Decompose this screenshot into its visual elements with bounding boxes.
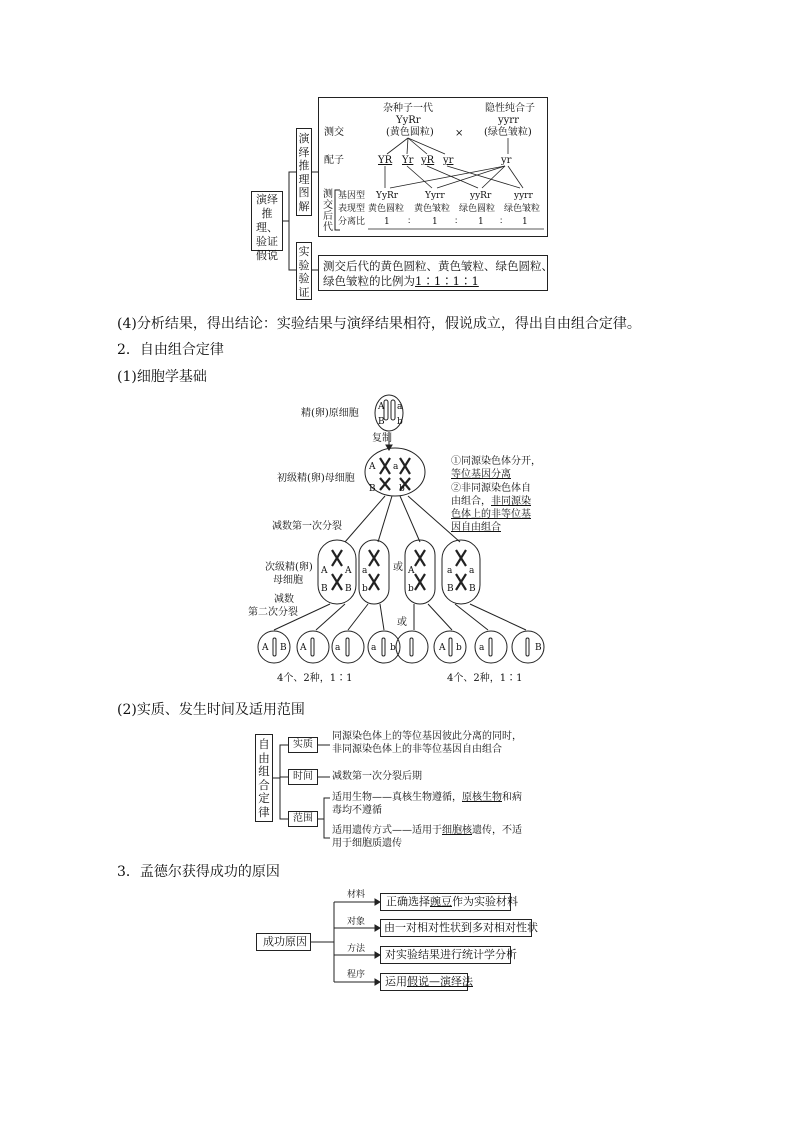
verify-text-2 — [323, 274, 479, 288]
cell-label-1: 精(卵)原细胞 — [301, 408, 359, 419]
copy-label: 复制 — [372, 433, 392, 444]
success-root-label: 成功原因 — [263, 935, 307, 948]
gene-b-g5: b — [456, 643, 462, 653]
verify-text-1: 测交后代的黄色圆粒、黄色皱粒、绿色圆粒、 — [323, 259, 553, 273]
success-text-4-a: 运用 — [385, 975, 407, 988]
law-key-3 — [288, 811, 318, 827]
offspring-4-ratio: 1 — [522, 217, 528, 227]
offspring-1-ratio: 1 — [384, 217, 390, 227]
gene-A-sec3: A — [408, 566, 415, 576]
law-range-1-a: 适用生物——真核生物遵循， — [332, 792, 462, 803]
row-testcross-label: 测交 — [324, 127, 344, 138]
parent1-phenotype: (黄色圆粒) — [386, 127, 434, 138]
gene-A-g5: A — [439, 643, 446, 653]
success-label-4: 程序 — [347, 970, 366, 980]
ratio-sep-1: ∶ — [408, 217, 411, 227]
gene-A-top: A — [378, 402, 385, 412]
gene-b-primary: b — [399, 484, 405, 494]
success-text-1-u: 豌豆 — [430, 895, 452, 908]
ratio-sep-2: ∶ — [455, 217, 458, 227]
offspring-4-phenotype: 绿色皱粒 — [504, 204, 541, 214]
offspring-2-ratio: 1 — [432, 217, 438, 227]
success-box-4 — [380, 973, 473, 991]
offspring-3-genotype: yyRr — [470, 191, 492, 201]
law-key-1-label: 实质 — [293, 739, 313, 750]
gene-b-g4: b — [390, 643, 396, 653]
gene-a-g4: a — [371, 643, 377, 653]
gene-B-sec1b: B — [345, 584, 352, 594]
meiosis-2b-label: 第二次分裂 — [248, 607, 298, 618]
deduction-root-label: 演绎推理、验证假说 — [256, 193, 278, 262]
gene-B-primary: B — [369, 484, 376, 494]
success-box-2 — [380, 919, 538, 937]
law-essence-2: 非同源染色体上的非等位基因自由组合 — [332, 744, 502, 755]
law-range-2 — [332, 825, 522, 837]
gene-a-sec4b: a — [469, 566, 475, 576]
gene-A-sec1: A — [321, 566, 328, 576]
sub-heading-1: (1)细胞学基础 — [117, 369, 207, 385]
gamete-4: yr — [443, 155, 454, 166]
offspring-label: 测交后代 — [323, 189, 333, 233]
gamete-3: yR — [421, 155, 435, 166]
offspring-3-ratio: 1 — [478, 217, 484, 227]
gene-a-g6: a — [479, 643, 485, 653]
parent2-phenotype: (绿色皱粒) — [484, 127, 532, 138]
deduction-branch-top-label: 演绎推理图解 — [298, 132, 310, 213]
row-genotype-label: 基因型 — [338, 191, 366, 201]
gene-B-sec1: B — [321, 584, 328, 594]
offspring-4-genotype: yyrr — [514, 191, 533, 201]
deduction-branch-top — [296, 128, 312, 216]
gene-b-sec3: b — [408, 584, 414, 594]
parent1-genotype: YyRr — [396, 115, 421, 126]
paragraph-4: (4)分析结果，得出结论：实验结果与演绎结果相符，假说成立，得出自由组合定律。 — [117, 316, 641, 332]
note-line-4-a: 由组合， — [451, 496, 491, 507]
gamete-2: Yr — [402, 155, 414, 166]
gene-B-sec4: B — [447, 584, 454, 594]
success-label-3: 方法 — [347, 944, 366, 954]
note-line-2: 等位基因分离 — [451, 469, 511, 480]
ratio-sep-3: ∶ — [500, 217, 503, 227]
or-label-2: 或 — [397, 617, 407, 628]
gamete-1: YR — [378, 155, 393, 166]
law-range-1 — [332, 792, 522, 804]
gene-A-primary: A — [369, 462, 376, 472]
offspring-2-genotype: Yyrr — [425, 191, 445, 201]
law-range-2-d: 用于细胞质遗传 — [332, 838, 402, 849]
note-line-6: 因自由组合 — [451, 522, 501, 533]
gene-a-top: a — [397, 402, 403, 412]
offspring-1-phenotype: 黄色圆粒 — [368, 204, 405, 214]
law-range-1-b: 原核生物 — [462, 792, 502, 803]
cross-symbol: × — [455, 128, 464, 139]
success-text-4-u: 假说—演绎法 — [407, 975, 473, 988]
success-text-3: 对实验结果进行统计学分析 — [385, 948, 517, 961]
verify-text-2-main: 绿色皱粒的比例为 — [323, 274, 415, 288]
parent2-title: 隐性纯合子 — [485, 103, 535, 114]
gene-A-g2: A — [300, 643, 307, 653]
gene-B-top: B — [378, 417, 385, 427]
gene-a-sec4: a — [447, 566, 453, 576]
law-key-2-label: 时间 — [293, 771, 313, 782]
result-right: 4个、2种，1∶1 — [447, 673, 523, 684]
gene-A-sec1b: A — [345, 566, 352, 576]
result-left: 4个、2种，1∶1 — [277, 673, 353, 684]
law-time: 减数第一次分裂后期 — [332, 771, 422, 782]
offspring-3-phenotype: 绿色圆粒 — [459, 204, 496, 214]
note-line-3: ②非同源染色体自 — [451, 483, 531, 494]
meiosis-svg — [0, 390, 794, 690]
success-box-3 — [380, 946, 517, 964]
cell-label-2: 初级精(卵)母细胞 — [277, 473, 355, 484]
meiosis-1-label: 减数第一次分裂 — [272, 521, 342, 532]
gene-a-sec2: a — [362, 566, 368, 576]
gamete-parent2: yr — [501, 155, 512, 166]
gene-a-g3: a — [335, 643, 341, 653]
parent2-genotype: yyrr — [498, 115, 519, 126]
law-range-2-c: 遗传，不适 — [472, 825, 522, 836]
gene-A-g1: A — [262, 643, 269, 653]
parent1-title: 杂种子一代 — [383, 103, 433, 114]
law-key-1 — [288, 737, 318, 753]
success-box-1 — [380, 893, 518, 911]
law-key-2 — [288, 769, 318, 785]
gene-B-g1: B — [280, 643, 287, 653]
row-gamete-label: 配子 — [324, 155, 344, 166]
gene-a-primary: a — [393, 462, 399, 472]
row-ratio-label: 分离比 — [338, 217, 366, 227]
note-line-4-b: 非同源染 — [491, 496, 531, 507]
offspring-1-genotype: YyRr — [376, 191, 399, 201]
heading-3: 3．孟德尔获得成功的原因 — [117, 864, 280, 880]
success-text-1 — [386, 896, 518, 908]
success-root-box — [256, 933, 311, 951]
law-range-1-d: 毒均不遵循 — [332, 805, 382, 816]
row-phenotype-label: 表现型 — [338, 204, 366, 214]
sub-heading-2: (2)实质、发生时间及适用范围 — [117, 702, 305, 718]
deduction-branch-bottom-label: 实验验证 — [298, 245, 310, 299]
law-key-3-label: 范围 — [293, 813, 313, 824]
success-text-2: 由一对相对性状到多对相对性状 — [384, 921, 538, 934]
law-range-2-a: 适用遗传方式——适用于 — [332, 825, 442, 836]
law-root-label: 自由组合定律 — [258, 737, 270, 819]
gene-B-sec4b: B — [469, 584, 476, 594]
success-label-1: 材料 — [347, 890, 366, 900]
note-line-5: 色体上的非等位基 — [451, 509, 531, 520]
note-line-4 — [451, 496, 531, 508]
cell-label-3a: 次级精(卵) — [265, 562, 313, 573]
or-label-1: 或 — [393, 562, 403, 573]
success-text-4 — [385, 976, 473, 988]
gene-b-sec2: b — [362, 584, 368, 594]
meiosis-2a-label: 减数 — [274, 594, 294, 605]
offspring-2-phenotype: 黄色皱粒 — [414, 204, 451, 214]
heading-2: 2．自由组合定律 — [117, 342, 224, 358]
cell-label-3b: 母细胞 — [273, 575, 303, 586]
verify-ratio: 1∶1∶1∶1 — [415, 274, 479, 288]
note-line-1: ①同源染色体分开， — [451, 456, 541, 467]
gene-b-top: b — [397, 417, 403, 427]
success-text-1-a: 正确选择 — [386, 895, 430, 908]
success-label-2: 对象 — [347, 917, 366, 927]
deduction-branch-bottom — [296, 242, 312, 300]
law-essence-1: 同源染色体上的等位基因彼此分离的同时， — [332, 731, 522, 742]
law-range-2-b: 细胞核 — [442, 825, 472, 836]
law-range-1-c: 和病 — [502, 792, 522, 803]
gene-B-g7: B — [535, 643, 542, 653]
success-text-1-b: 作为实验材料 — [452, 895, 518, 908]
